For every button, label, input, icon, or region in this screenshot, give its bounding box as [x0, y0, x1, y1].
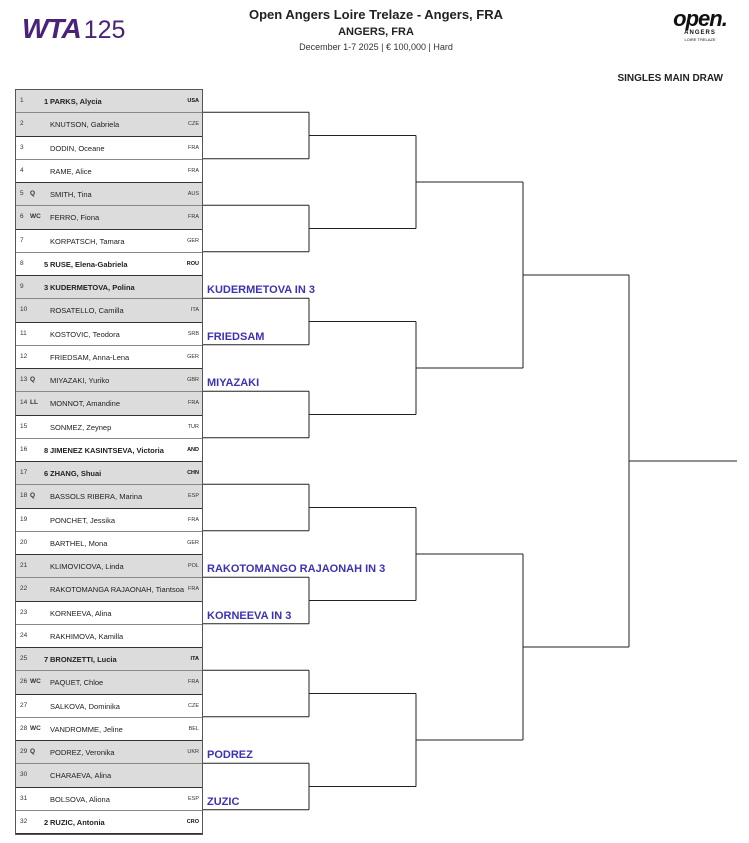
player-country: SRB — [187, 330, 199, 337]
player-name: PODREZ, Veronika — [50, 748, 115, 757]
seed-number: 7 — [44, 655, 49, 664]
draw-position: 21 — [20, 562, 28, 569]
round2-player: MIYAZAKI — [207, 377, 260, 390]
player-country: USA — [187, 98, 199, 104]
player-name: RAKOTOMANGA RAJAONAH, Tiantsoa — [50, 585, 185, 595]
draw-position: 24 — [20, 631, 28, 639]
draw-position: 12 — [20, 352, 28, 360]
tournament-details: December 1-7 2025 | € 100,000 | Hard — [299, 42, 453, 52]
draw-position: 32 — [20, 817, 28, 825]
player-name: SONMEZ, Zeynep — [50, 422, 112, 432]
player-name: KLIMOVICOVA, Linda — [50, 562, 124, 571]
seed-number: 6 — [44, 469, 49, 478]
player-country: GER — [187, 237, 199, 244]
player-name: JIMENEZ KASINTSEVA, Victoria — [50, 445, 164, 455]
player-name: PONCHET, Jessika — [50, 515, 116, 525]
draw-position: 13 — [20, 376, 28, 383]
player-name: BRONZETTI, Lucia — [50, 655, 117, 664]
player-country: CHN — [187, 470, 199, 476]
player-name: PAQUET, Chloe — [50, 678, 104, 688]
player-country: FRA — [188, 586, 199, 593]
player-country: ROU — [186, 260, 199, 267]
player-country: GBR — [187, 377, 199, 383]
player-country: FRA — [188, 400, 199, 407]
player-name: SALKOVA, Dominika — [50, 701, 120, 711]
entry-status: Q — [30, 190, 36, 197]
player-country: BEL — [188, 725, 199, 732]
draw-position: 9 — [20, 283, 24, 290]
player-name: RAKHIMOVA, Kamilla — [50, 631, 124, 641]
round2-player: RAKOTOMANGO RAJAONAH IN 3 — [207, 563, 386, 576]
draw-position: 23 — [20, 608, 28, 616]
player-country: UKR — [187, 749, 199, 755]
draw-position: 30 — [20, 771, 28, 779]
player-name: KNUTSON, Gabriela — [50, 120, 120, 130]
event-logo-main: open. — [673, 6, 727, 31]
player-country: CRO — [186, 818, 199, 825]
player-name: KOSTOVIC, Teodora — [50, 329, 120, 339]
player-name: VANDROMME, Jeline — [50, 724, 123, 734]
entry-status: Q — [30, 376, 36, 383]
player-name: KORPATSCH, Tamara — [50, 236, 125, 246]
player-name: BOLSOVA, Aliona — [50, 794, 110, 804]
player-name: BASSOLS RIBERA, Marina — [50, 492, 143, 502]
wta-logo-mark: WTA — [22, 13, 81, 44]
player-country: AUS — [187, 191, 199, 197]
player-country: AND — [187, 446, 199, 453]
draw-position: 14 — [20, 399, 28, 407]
player-name: MIYAZAKI, Yuriko — [50, 376, 110, 385]
round2-player: KUDERMETOVA IN 3 — [207, 284, 315, 297]
player-country: CZE — [188, 702, 199, 709]
draw-position: 31 — [20, 794, 28, 802]
tournament-title: Open Angers Loire Trelaze - Angers, FRA — [248, 7, 504, 22]
player-name: PARKS, Alycia — [50, 97, 102, 106]
entry-status: Q — [30, 492, 36, 500]
draw-position: 27 — [20, 701, 28, 709]
player-country: GER — [187, 539, 199, 546]
seed-number: 3 — [44, 283, 49, 292]
draw-position: 26 — [20, 678, 28, 686]
player-country: ESP — [187, 795, 199, 802]
player-country: ITA — [190, 656, 199, 662]
player-country: ESP — [187, 493, 199, 500]
draw-position: 18 — [20, 492, 28, 500]
draw-position: 22 — [20, 585, 28, 593]
draw-position: 17 — [20, 469, 28, 476]
draw-position: 15 — [20, 422, 28, 430]
draw-position: 8 — [20, 259, 24, 267]
draw-position: 20 — [20, 538, 28, 546]
entry-status: WC — [30, 678, 41, 686]
player-country: FRA — [188, 144, 199, 151]
draw-position: 16 — [20, 445, 28, 453]
player-name: ROSATELLO, Camilla — [50, 306, 124, 316]
draw-position: 19 — [20, 515, 28, 523]
seed-number: 2 — [44, 817, 49, 827]
player-country: GER — [187, 353, 199, 360]
draw-position: 1 — [20, 97, 24, 104]
player-name: ZHANG, Shuai — [50, 469, 102, 478]
player-name: FRIEDSAM, Anna-Lena — [50, 352, 130, 362]
draw-position: 2 — [20, 120, 24, 128]
draw-position: 10 — [20, 306, 28, 314]
wta-logo-tier: 125 — [83, 16, 126, 44]
draw-position: 28 — [20, 724, 28, 732]
draw-position: 7 — [20, 236, 24, 244]
player-name: CHARAEVA, Alina — [50, 771, 112, 781]
player-country: POL — [187, 563, 199, 569]
draw-position: 29 — [20, 748, 28, 755]
player-name: KORNEEVA, Alina — [50, 608, 112, 618]
round2-player: ZUZIC — [207, 795, 240, 808]
player-country: TUR — [187, 423, 199, 430]
draw-position: 11 — [20, 329, 27, 337]
player-country: ITA — [190, 307, 199, 314]
player-name: SMITH, Tina — [50, 190, 92, 199]
draw-position: 6 — [20, 213, 24, 221]
player-name: RUZIC, Antonia — [50, 817, 105, 827]
draw-title: SINGLES MAIN DRAW — [617, 73, 723, 84]
entry-status: WC — [30, 213, 41, 221]
seed-number: 8 — [44, 445, 49, 455]
draw-position: 25 — [20, 655, 28, 662]
player-name: RAME, Alice — [50, 166, 92, 176]
seed-number: 1 — [44, 97, 49, 106]
player-country: FRA — [188, 167, 199, 174]
tournament-location: ANGERS, FRA — [338, 26, 414, 38]
draw-position: 3 — [20, 143, 24, 151]
event-logo-small: LOIRE TRELAZE — [684, 37, 716, 42]
round2-player: KORNEEVA IN 3 — [207, 609, 292, 622]
entry-status: LL — [30, 399, 38, 407]
entry-status: Q — [30, 748, 36, 755]
player-name: BARTHEL, Mona — [50, 538, 108, 548]
player-name: FERRO, Fiona — [50, 213, 100, 223]
draw-position: 4 — [20, 166, 24, 174]
entry-status: WC — [30, 724, 41, 732]
player-name: KUDERMETOVA, Polina — [50, 283, 135, 292]
round2-player: PODREZ — [207, 749, 253, 762]
seed-number: 5 — [44, 259, 49, 269]
player-name: DODIN, Oceane — [50, 143, 105, 153]
player-country: FRA — [188, 679, 199, 686]
player-name: MONNOT, Amandine — [50, 399, 121, 409]
player-country: FRA — [188, 516, 199, 523]
player-country: CZE — [188, 121, 199, 128]
player-name: RUSE, Elena-Gabriela — [50, 259, 128, 269]
player-country: FRA — [188, 214, 199, 221]
round2-player: FRIEDSAM — [207, 330, 265, 343]
event-logo-sub: ANGERS — [684, 30, 716, 36]
draw-position: 5 — [20, 190, 24, 197]
